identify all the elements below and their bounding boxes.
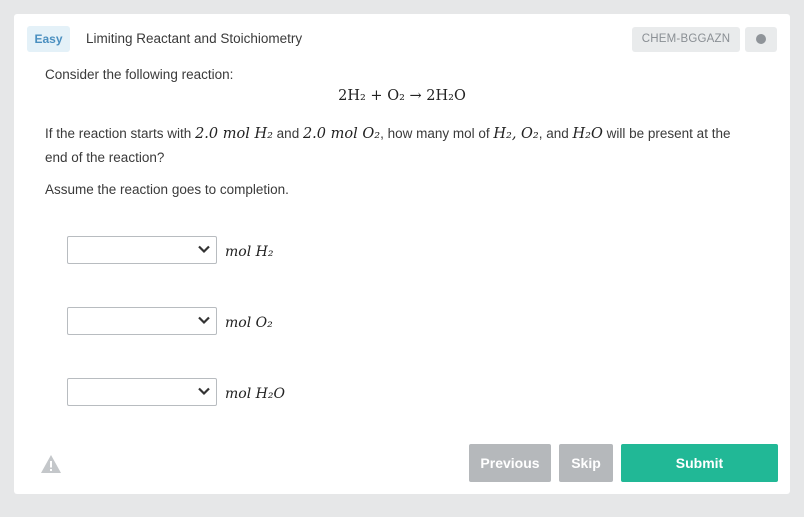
amount-h2: 2.0 mol H₂: [195, 126, 273, 142]
para-text: , and: [538, 126, 573, 141]
product-species: H₂O: [572, 126, 603, 142]
reaction-equation: 2H₂ + O₂ → 2H₂O: [338, 88, 466, 104]
para-text: , how many mol of: [380, 126, 494, 141]
question-card: [14, 14, 790, 494]
status-dot-icon: [756, 34, 766, 44]
unit-label-h2o: mol H₂O: [225, 386, 285, 402]
skip-button[interactable]: Skip: [559, 444, 613, 482]
warning-icon[interactable]: [40, 454, 62, 474]
chevron-down-icon: [198, 316, 210, 325]
question-header: [14, 14, 790, 64]
para-text: and: [272, 126, 303, 141]
assumption-text: Assume the reaction goes to completion.: [45, 182, 289, 197]
topic-title: Limiting Reactant and Stoichiometry: [86, 31, 303, 46]
problem-id-badge: CHEM-BGGAZN: [632, 27, 740, 52]
answer-select-h2[interactable]: [67, 236, 217, 264]
question-intro: Consider the following reaction:: [45, 67, 234, 82]
unit-label-o2: mol O₂: [225, 315, 273, 331]
question-paragraph: [45, 122, 755, 169]
para-text: If the reaction starts with: [45, 126, 196, 141]
previous-button[interactable]: Previous: [469, 444, 551, 482]
unit-label-h2: mol H₂: [225, 244, 274, 260]
status-button[interactable]: [745, 27, 777, 52]
amount-o2: 2.0 mol O₂: [302, 126, 381, 142]
chevron-down-icon: [198, 245, 210, 254]
submit-button[interactable]: Submit: [621, 444, 778, 482]
para-text: will be present at the end of the reaction?: [45, 126, 731, 165]
answer-select-o2[interactable]: [67, 307, 217, 335]
chevron-down-icon: [198, 387, 210, 396]
species-list: H₂, O₂: [493, 126, 539, 142]
difficulty-badge: Easy: [27, 26, 70, 52]
answer-select-h2o[interactable]: [67, 378, 217, 406]
